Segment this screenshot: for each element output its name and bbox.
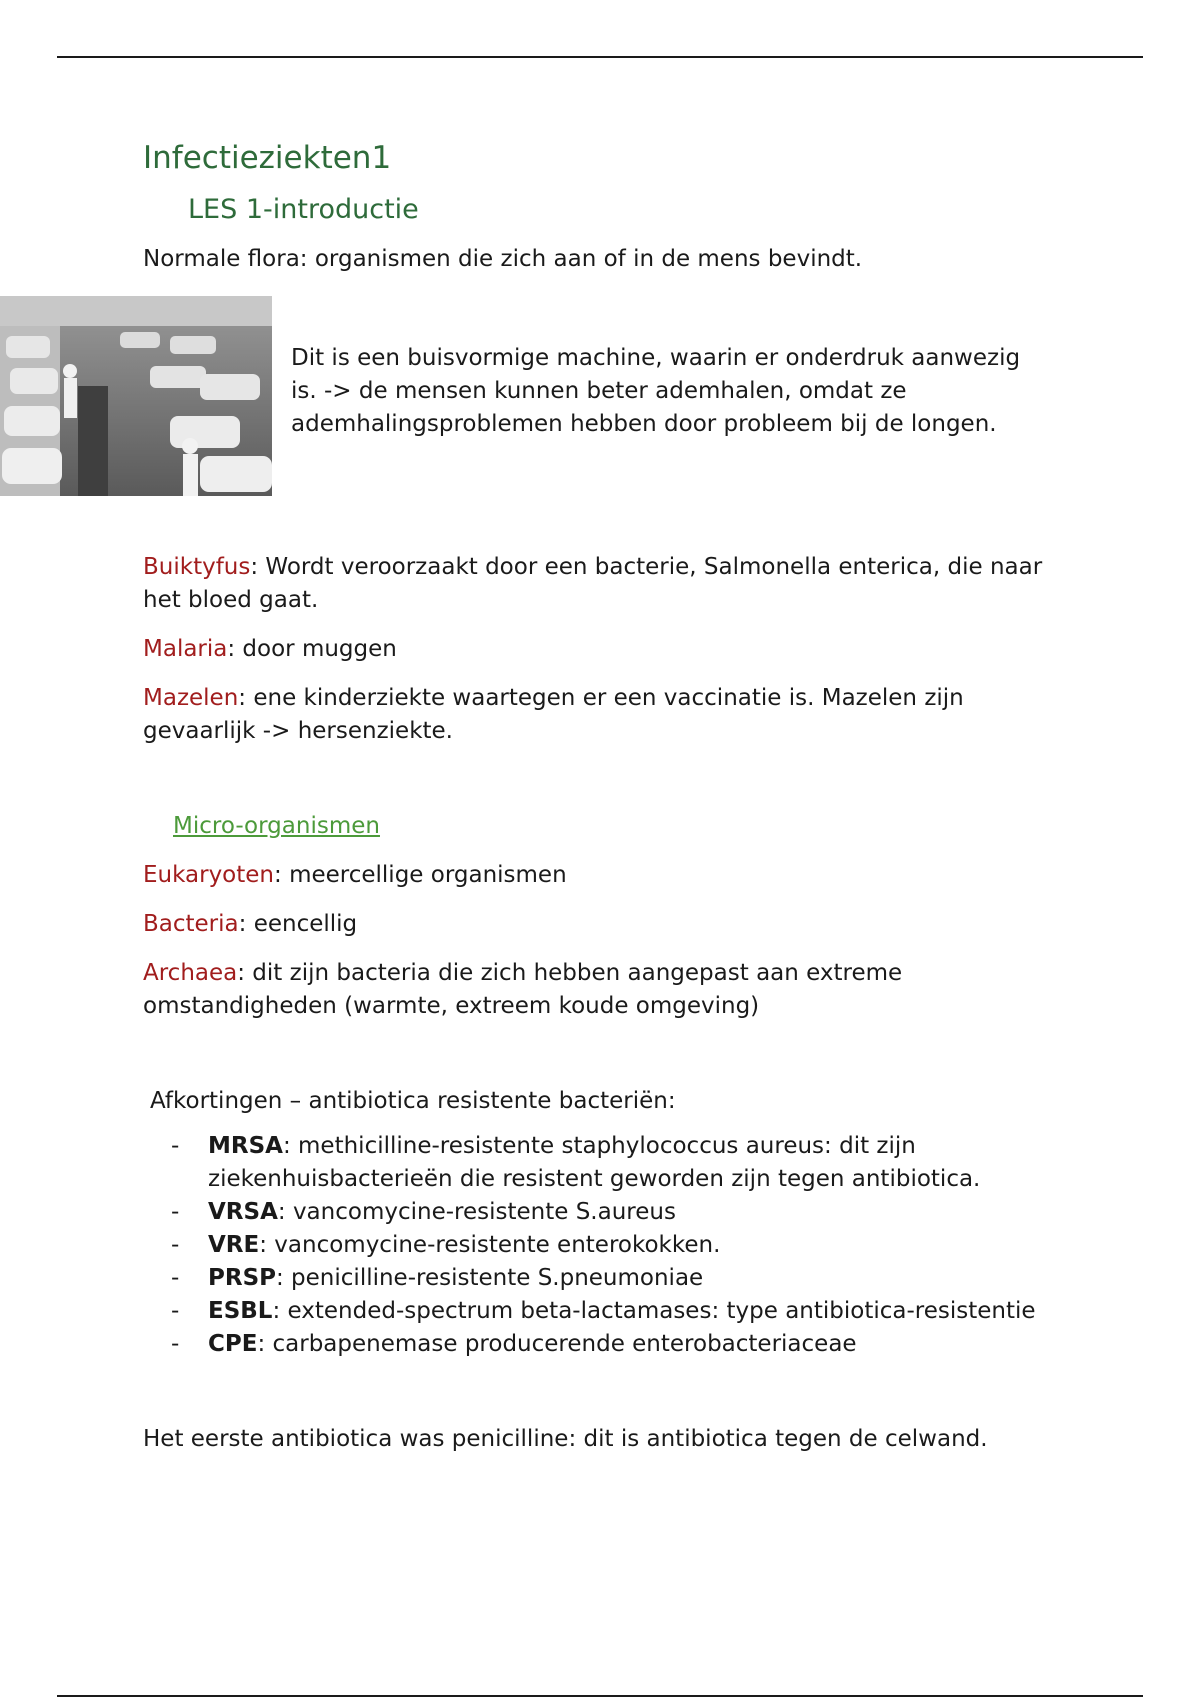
page-top-rule [57, 56, 1143, 58]
list-item [143, 1262, 1063, 1295]
abbr-mrsa: MRSA [208, 1133, 283, 1159]
definition-bacteria: : eencellig [238, 911, 358, 937]
disease-mazelen [143, 682, 1063, 748]
definition-archaea: : dit zijn bacteria die zich hebben aangepast aan extreme omstandigheden (warmte, extreem koude omgeving) [143, 960, 903, 1019]
document-title: Infectieziekten1 [143, 140, 392, 176]
abbr-cpe: CPE [208, 1331, 258, 1357]
micro-organismen-link[interactable]: Micro-organismen [173, 813, 380, 839]
term-malaria: Malaria [143, 636, 228, 662]
photo-description: Dit is een buisvormige machine, waarin er onderdruk aanwezig is. -> de mensen kunnen beter ademhalen, omdat ze ademhalingsproblemen hebben door probleem bij de longen. [291, 345, 1021, 437]
list-item [143, 1229, 1063, 1262]
abbr-vre: VRE [208, 1232, 260, 1258]
micro-eukaryoten [143, 859, 1063, 892]
closing-paragraph: Het eerste antibiotica was penicilline: dit is antibiotica tegen de celwand. [143, 1426, 988, 1452]
abbreviations-heading: Afkortingen – antibiotica resistente bacteriën: [150, 1088, 676, 1114]
iron-lung-ward-photo [0, 296, 272, 496]
lesson-heading: LES 1-introductie [188, 194, 419, 225]
micro-archaea [143, 957, 1063, 1023]
abbr-esbl-text: : extended-spectrum beta-lactamases: type antibiotica-resistentie [272, 1298, 1036, 1324]
definition-malaria: : door muggen [227, 636, 397, 662]
abbr-esbl: ESBL [208, 1298, 273, 1324]
list-item [143, 1130, 1063, 1196]
list-item [143, 1295, 1063, 1328]
disease-malaria [143, 633, 1063, 666]
term-eukaryoten: Eukaryoten [143, 862, 275, 888]
micro-organismen-heading[interactable] [143, 810, 1063, 843]
term-buiktyfus: Buiktyfus [143, 554, 251, 580]
abbr-prsp: PRSP [208, 1265, 276, 1291]
abbr-mrsa-text: : methicilline-resistente staphylococcus aureus: dit zijn ziekenhuisbacterieën die resistent geworden zijn tegen antibiotica. [208, 1133, 981, 1192]
photo-row [143, 296, 1063, 516]
list-item [143, 1196, 1063, 1229]
abbreviations-list [143, 1130, 1063, 1361]
definition-buiktyfus: : Wordt veroorzaakt door een bacterie, Salmonella enterica, die naar het bloed gaat. [143, 554, 1043, 613]
term-mazelen: Mazelen [143, 685, 239, 711]
normal-flora-text: Normale flora: organismen die zich aan of in de mens bevindt. [143, 246, 863, 272]
definition-eukaryoten: : meercellige organismen [274, 862, 567, 888]
page-content [143, 140, 1063, 1456]
abbr-vre-text: : vancomycine-resistente enterokokken. [259, 1232, 721, 1258]
micro-bacteria [143, 908, 1063, 941]
page-bottom-rule [57, 1695, 1143, 1697]
term-archaea: Archaea [143, 960, 238, 986]
disease-buiktyfus [143, 551, 1063, 617]
list-item [143, 1328, 1063, 1361]
abbr-vrsa: VRSA [208, 1199, 278, 1225]
term-bacteria: Bacteria [143, 911, 239, 937]
definition-mazelen: : ene kinderziekte waartegen er een vaccinatie is. Mazelen zijn gevaarlijk -> hersenziekte. [143, 685, 964, 744]
abbr-prsp-text: : penicilline-resistente S.pneumoniae [276, 1265, 704, 1291]
abbr-vrsa-text: : vancomycine-resistente S.aureus [277, 1199, 676, 1225]
abbr-cpe-text: : carbapenemase producerende enterobacteriaceae [257, 1331, 857, 1357]
